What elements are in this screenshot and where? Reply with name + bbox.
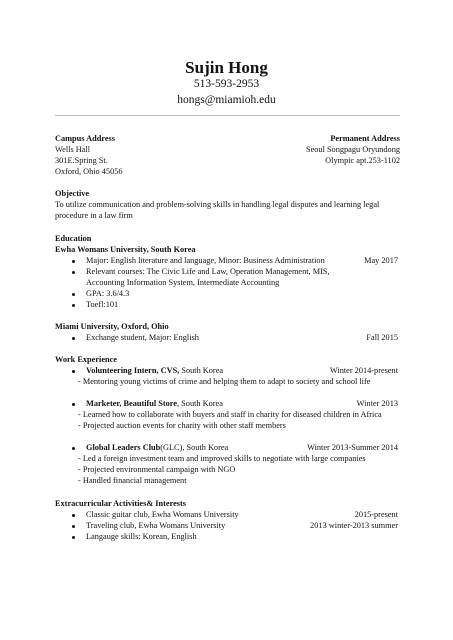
job-title: Global Leaders Club(GLC), South Korea xyxy=(86,443,229,452)
activity-item: Traveling club, Ewha Womans University xyxy=(86,521,226,530)
campus-address-title: Campus Address xyxy=(55,134,116,143)
candidate-name: Sujin Hong xyxy=(185,58,268,77)
bullet-icon xyxy=(72,304,75,307)
objective-text: To utilize communication and problem-solving skills in handling legal disputes and learning legal xyxy=(55,200,380,209)
education-detail: Major: English literature and language, Minor: Business Administration xyxy=(86,256,325,265)
education-detail: GPA: 3.6/4.3 xyxy=(86,289,130,298)
bullet-icon xyxy=(72,271,75,274)
job-title: Marketer, Beautiful Store, South Korea xyxy=(86,399,223,408)
campus-address-line: Wells Hall xyxy=(55,145,91,154)
activity-item: Langauge skills: Korean, English xyxy=(86,532,197,541)
email-address: hongs@miamioh.edu xyxy=(177,94,276,106)
activity-date: 2013 winter-2013 summer xyxy=(310,521,398,530)
objective-text: procedure in a law firm xyxy=(55,211,133,220)
campus-address-line: 301E.Spring St. xyxy=(55,156,108,165)
permanent-address-title: Permanent Address xyxy=(330,134,400,143)
bullet-icon xyxy=(72,447,75,450)
education-detail: Toefl:101 xyxy=(86,300,119,309)
job-detail: - Led a foreign investment team and improved skills to negotiate with large companies xyxy=(78,454,366,463)
job-detail: - Projected environmental campaign with NGO xyxy=(78,465,236,474)
permanent-address-line: Olympic apt.253-1102 xyxy=(325,156,400,165)
job-title: Volunteering Intern, CVS, South Korea xyxy=(86,366,224,375)
phone-number: 513-593-2953 xyxy=(193,78,260,90)
education-title: Education xyxy=(55,234,92,243)
bullet-icon xyxy=(72,514,75,517)
permanent-address-line: Seoul Songpagu Oryundong xyxy=(305,145,400,154)
work-experience-title: Work Experience xyxy=(55,355,117,364)
education-date: May 2017 xyxy=(364,256,398,265)
education-detail: Accounting Information System, Intermediate Accounting xyxy=(86,278,280,287)
job-date: Winter 2013 xyxy=(356,399,398,408)
job-detail: - Learned how to collaborate with buyers and staff in charity for diseased children in Africa xyxy=(78,410,382,419)
bullet-icon xyxy=(72,525,75,528)
bullet-icon xyxy=(72,403,75,406)
objective-title: Objective xyxy=(55,189,90,198)
job-date: Winter 2014-present xyxy=(329,366,398,375)
school-name: Ewha Womans University, South Korea xyxy=(55,245,196,254)
bullet-icon xyxy=(72,536,75,539)
job-detail: - Handled financial management xyxy=(78,476,187,485)
header-divider xyxy=(55,115,400,116)
extracurricular-title: Extracurricular Activities& Interests xyxy=(55,499,187,508)
bullet-icon xyxy=(72,370,75,373)
job-date: Winter 2013-Summer 2014 xyxy=(307,443,398,452)
education-date: Fall 2015 xyxy=(366,333,398,342)
bullet-icon xyxy=(72,337,75,340)
job-detail: - Mentoring young victims of crime and helping them to adapt to society and school life xyxy=(78,377,371,386)
bullet-icon xyxy=(72,293,75,296)
activity-item: Classic guitar club, Ewha Womans University xyxy=(86,510,239,519)
campus-address-line: Oxford, Ohio 45056 xyxy=(55,167,123,176)
job-detail: - Projected auction events for charity with other staff members xyxy=(78,421,286,430)
education-detail: Relevant courses: The Civic Life and Law, Operation Management, MIS, xyxy=(86,267,330,276)
school-name: Miami University, Oxford, Ohio xyxy=(55,322,169,331)
education-detail: Exchange student, Major: English xyxy=(86,333,199,342)
bullet-icon xyxy=(72,260,75,263)
activity-date: 2015-present xyxy=(354,510,398,519)
